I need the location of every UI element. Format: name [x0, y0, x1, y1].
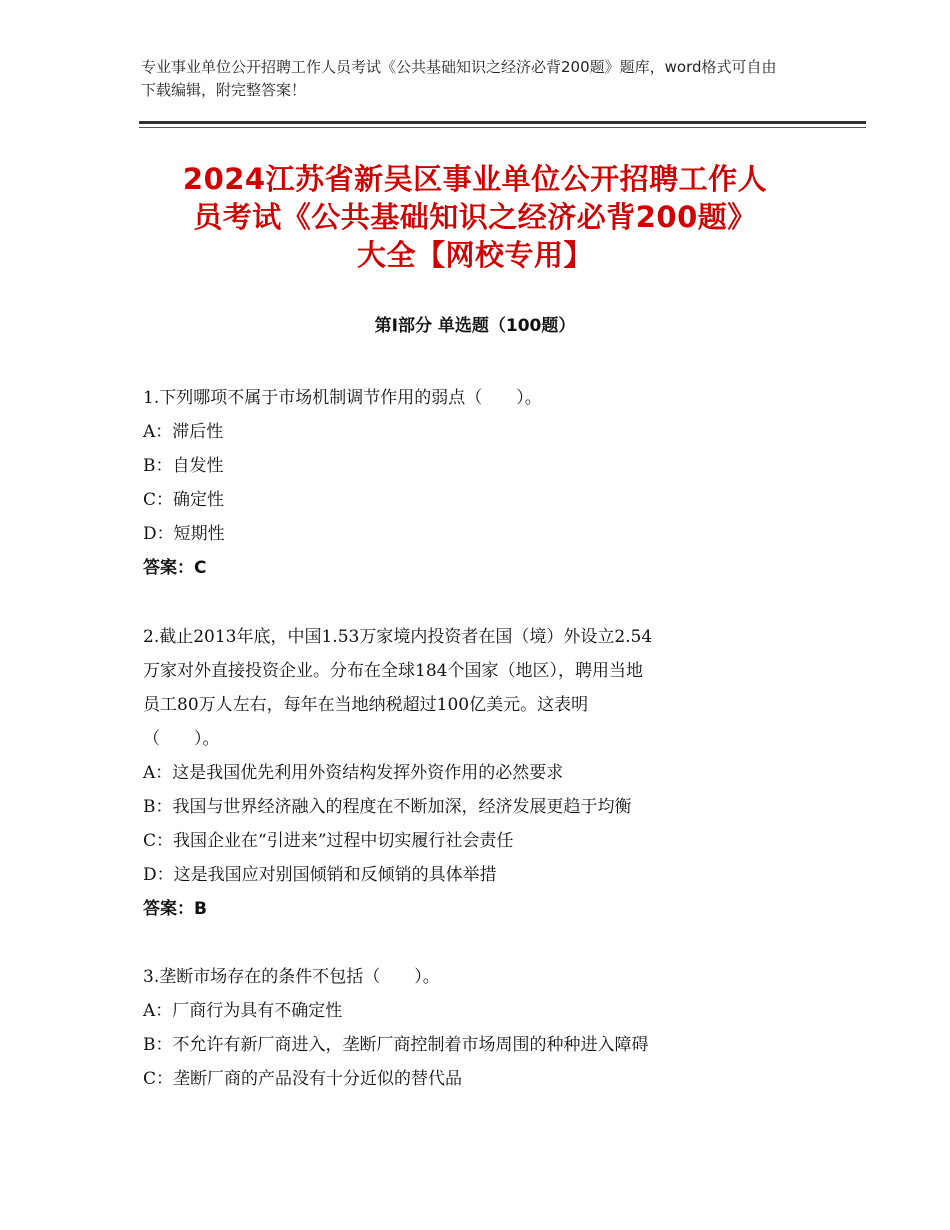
answer-label: 答案：B [143, 899, 207, 919]
header-divider [139, 121, 866, 128]
title-line-1: 2024江苏省新吴区事业单位公开招聘工作人 [182, 162, 768, 196]
divider-thin-line [139, 127, 866, 128]
option-c: C：我国企业在“引进来”过程中切实履行社会责任 [143, 831, 514, 851]
option-d: D：这是我国应对别国倾销和反倾销的具体举措 [143, 865, 497, 885]
question-stem-line: （ ）。 [143, 729, 220, 749]
option-a: A：厂商行为具有不确定性 [143, 1001, 343, 1021]
question-1 [143, 381, 823, 585]
question-3 [143, 960, 823, 1096]
question-stem-line: 2.截止2013年底，中国1.53万家境内投资者在国（境）外设立2.54 [143, 627, 653, 647]
divider-thick-line [139, 121, 866, 124]
question-stem: 1.下列哪项不属于市场机制调节作用的弱点（ ）。 [143, 388, 542, 408]
option-a: A：滞后性 [143, 422, 224, 442]
question-stem: 3.垄断市场存在的条件不包括（ ）。 [143, 967, 440, 987]
question-2 [143, 620, 823, 926]
option-c: C：垄断厂商的产品没有十分近似的替代品 [143, 1069, 463, 1089]
option-b: B：我国与世界经济融入的程度在不断加深，经济发展更趋于均衡 [143, 797, 632, 817]
option-c: C：确定性 [143, 490, 225, 510]
option-d: D：短期性 [143, 524, 225, 544]
header-note: 专业事业单位公开招聘工作人员考试《公共基础知识之经济必背200题》题库，word格式可自由下载编辑，附完整答案！ [141, 58, 777, 99]
title-line-3: 大全【网校专用】 [356, 238, 593, 272]
question-stem-line: 员工80万人左右，每年在当地纳税超过100亿美元。这表明 [143, 695, 589, 715]
question-stem-line: 万家对外直接投资企业。分布在全球184个国家（地区），聘用当地 [143, 661, 643, 681]
document-title [120, 160, 830, 274]
answer-label: 答案：C [143, 558, 207, 578]
option-b: B：自发性 [143, 456, 224, 476]
section-title: 第Ⅰ部分 单选题（100题） [374, 316, 576, 336]
option-a: A：这是我国优先利用外资结构发挥外资作用的必然要求 [143, 763, 564, 783]
option-b: B：不允许有新厂商进入，垄断厂商控制着市场周围的种种进入障碍 [143, 1035, 649, 1055]
title-line-2: 员考试《公共基础知识之经济必背200题》 [193, 200, 757, 234]
